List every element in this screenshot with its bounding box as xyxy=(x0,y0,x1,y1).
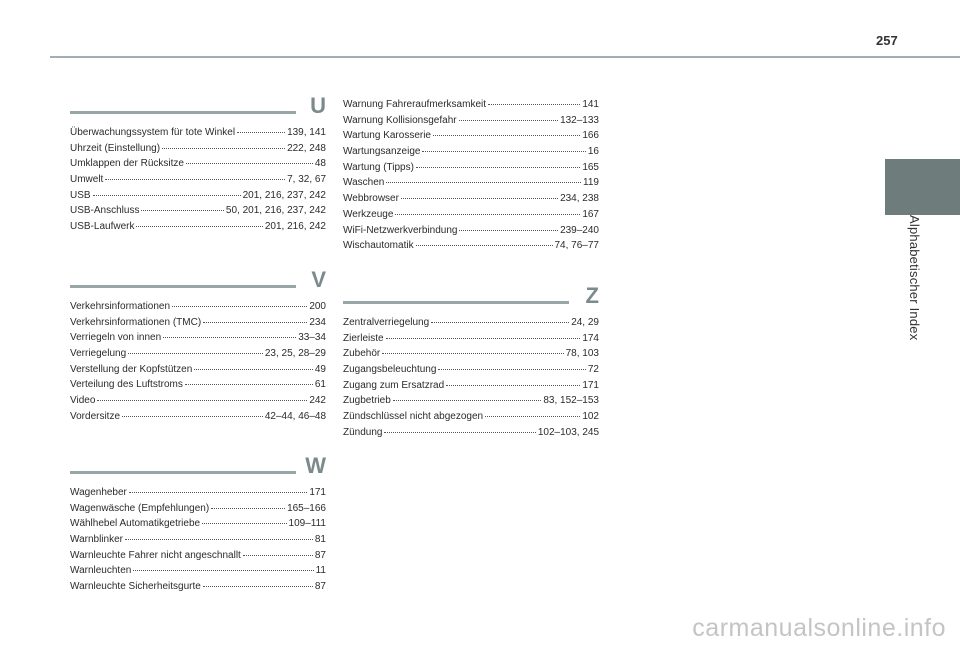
dot-leader xyxy=(384,432,535,433)
entry-term: Wählhebel Automatikgetriebe xyxy=(70,518,201,530)
dot-leader xyxy=(129,492,307,493)
entry-pages: 24, 29 xyxy=(571,317,599,328)
entry-term: Zündung xyxy=(343,426,383,438)
side-tab xyxy=(885,159,960,215)
entry-pages: 109–111 xyxy=(288,518,326,530)
entry-pages: 171 xyxy=(582,379,599,391)
entry-pages: 242 xyxy=(309,395,326,407)
entry-term: Wartungsanzeige xyxy=(343,146,421,158)
entry-term: Uhrzeit (Einstellung) xyxy=(70,142,161,154)
index-entry xyxy=(343,393,599,409)
entry-pages: 102 xyxy=(582,411,599,423)
section-rule xyxy=(70,285,296,288)
index-entry xyxy=(70,362,326,378)
dot-leader xyxy=(97,400,307,401)
index-entry xyxy=(70,501,326,517)
entry-pages: 201, 216, 237, 242 xyxy=(242,189,326,201)
dot-leader xyxy=(386,182,581,183)
entry-term: Verkehrsinformationen xyxy=(70,301,171,312)
entry-pages: 139, 141 xyxy=(287,127,326,138)
index-entry xyxy=(343,362,599,378)
section-u xyxy=(70,93,326,235)
entry-term: WiFi-Netzwerkverbindung xyxy=(343,224,458,236)
dot-leader xyxy=(128,353,263,354)
index-entry xyxy=(70,548,326,564)
index-entry xyxy=(343,315,599,331)
entry-pages: 165 xyxy=(582,161,599,173)
index-entry xyxy=(70,409,326,425)
index-entries xyxy=(70,125,326,235)
header-rule xyxy=(50,56,960,58)
section-header xyxy=(343,283,599,315)
entry-pages: 222, 248 xyxy=(287,142,326,154)
section-header xyxy=(70,453,326,485)
entry-pages: 72 xyxy=(587,364,599,376)
entry-term: Wartung (Tipps) xyxy=(343,161,414,173)
entry-term: USB xyxy=(70,189,91,201)
entry-pages: 132–133 xyxy=(560,114,599,126)
entry-term: Webbrowser xyxy=(343,193,399,205)
dot-leader xyxy=(446,385,580,386)
dot-leader xyxy=(203,322,307,323)
entry-pages: 61 xyxy=(314,379,326,391)
dot-leader xyxy=(105,179,285,180)
entry-term: USB-Laufwerk xyxy=(70,221,135,233)
dot-leader xyxy=(431,322,569,323)
entry-pages: 16 xyxy=(587,146,599,158)
section-z xyxy=(343,283,599,441)
dot-leader xyxy=(433,135,580,136)
index-entry xyxy=(70,330,326,346)
index-entry xyxy=(70,346,326,362)
index-entry xyxy=(70,125,326,141)
entry-term: Umklappen der Rücksitze xyxy=(70,158,184,170)
dot-leader xyxy=(386,338,581,339)
entry-term: Verriegeln von innen xyxy=(70,332,162,344)
index-entries xyxy=(70,299,326,425)
section-rule xyxy=(70,111,296,114)
dot-leader xyxy=(422,151,585,152)
index-entry xyxy=(343,113,599,129)
page-number: 257 xyxy=(876,33,898,48)
entry-term: USB-Anschluss xyxy=(70,205,140,217)
index-entry xyxy=(70,299,326,315)
index-entry xyxy=(343,409,599,425)
entry-pages: 141 xyxy=(582,99,599,110)
index-entry xyxy=(343,191,599,207)
entry-term: Verstellung der Kopfstützen xyxy=(70,363,193,375)
index-entry xyxy=(343,346,599,362)
section-w xyxy=(70,453,326,595)
entry-pages: 201, 216, 242 xyxy=(264,221,326,233)
entry-pages: 50, 201, 216, 237, 242 xyxy=(225,205,326,217)
entry-pages: 234 xyxy=(309,316,326,328)
watermark: carmanualsonline.info xyxy=(692,614,946,642)
section-header xyxy=(70,267,326,299)
entry-term: Zündschlüssel nicht abgezogen xyxy=(343,411,484,423)
index-entry xyxy=(70,377,326,393)
section-letter: U xyxy=(310,93,326,118)
dot-leader xyxy=(459,120,558,121)
dot-leader xyxy=(202,523,286,524)
entry-pages: 11 xyxy=(315,565,326,577)
section-v xyxy=(70,267,326,425)
entry-term: Wagenheber xyxy=(70,487,127,498)
dot-leader xyxy=(203,586,313,587)
index-entries xyxy=(343,97,599,254)
entry-pages: 42–44, 46–48 xyxy=(264,410,326,422)
dot-leader xyxy=(237,132,285,133)
entry-term: Warnleuchte Sicherheitsgurte xyxy=(70,581,201,593)
entry-pages: 102–103, 245 xyxy=(537,426,599,438)
entry-term: Zugbetrieb xyxy=(343,395,391,407)
entry-term: Überwachungssystem für tote Winkel xyxy=(70,127,236,138)
section-rule xyxy=(343,301,569,304)
section-letter: W xyxy=(305,453,326,478)
entry-term: Warnung Fahreraufmerksamkeit xyxy=(343,99,487,110)
entry-pages: 74, 76–77 xyxy=(554,240,599,252)
section-letter: V xyxy=(311,267,326,292)
dot-leader xyxy=(93,195,241,196)
dot-leader xyxy=(395,214,580,215)
entry-pages: 87 xyxy=(314,581,326,593)
index-entry xyxy=(343,97,599,113)
entry-pages: 239–240 xyxy=(560,224,599,236)
entry-term: Zugang zum Ersatzrad xyxy=(343,379,445,391)
entry-term: Werkzeuge xyxy=(343,208,394,220)
entry-term: Vordersitze xyxy=(70,410,121,422)
entry-term: Zubehör xyxy=(343,348,381,360)
entry-pages: 200 xyxy=(309,301,326,312)
entry-pages: 49 xyxy=(314,363,326,375)
dot-leader xyxy=(401,198,558,199)
index-entry xyxy=(70,219,326,235)
dot-leader xyxy=(185,384,313,385)
index-entry xyxy=(343,160,599,176)
index-entry xyxy=(70,156,326,172)
index-entry xyxy=(70,563,326,579)
entry-pages: 166 xyxy=(582,130,599,142)
entry-term: Warnleuchte Fahrer nicht angeschnallt xyxy=(70,549,241,561)
dot-leader xyxy=(133,570,313,571)
entry-pages: 23, 25, 28–29 xyxy=(264,348,326,360)
section-rule xyxy=(70,471,296,474)
index-entry xyxy=(70,315,326,331)
index-entries xyxy=(343,315,599,441)
index-entry xyxy=(343,223,599,239)
entry-term: Zierleiste xyxy=(343,332,384,344)
section-header xyxy=(70,93,326,125)
dot-leader xyxy=(211,508,285,509)
entry-pages: 87 xyxy=(314,549,326,561)
index-entry xyxy=(70,141,326,157)
index-entry xyxy=(70,393,326,409)
dot-leader xyxy=(186,163,313,164)
section-w-continued xyxy=(343,97,599,254)
entry-term: Waschen xyxy=(343,177,385,189)
entry-term: Wartung Karosserie xyxy=(343,130,431,142)
entry-term: Verriegelung xyxy=(70,348,127,360)
dot-leader xyxy=(194,369,313,370)
entry-term: Warnung Kollisionsgefahr xyxy=(343,114,457,126)
entry-term: Zentralverriegelung xyxy=(343,317,430,328)
entry-pages: 171 xyxy=(309,487,326,498)
index-entry xyxy=(70,203,326,219)
dot-leader xyxy=(162,148,285,149)
dot-leader xyxy=(172,306,307,307)
index-entry xyxy=(343,144,599,160)
dot-leader xyxy=(141,210,223,211)
dot-leader xyxy=(416,245,553,246)
dot-leader xyxy=(382,353,563,354)
entry-term: Zugangsbeleuchtung xyxy=(343,364,437,376)
index-entries xyxy=(70,485,326,595)
entry-pages: 165–166 xyxy=(287,502,326,514)
entry-pages: 48 xyxy=(314,158,326,170)
index-entry xyxy=(343,207,599,223)
entry-pages: 78, 103 xyxy=(565,348,599,360)
dot-leader xyxy=(488,104,580,105)
index-entry xyxy=(70,516,326,532)
entry-term: Warnleuchten xyxy=(70,565,132,577)
entry-term: Warnblinker xyxy=(70,534,123,546)
index-entry xyxy=(343,175,599,191)
dot-leader xyxy=(438,369,585,370)
dot-leader xyxy=(136,226,262,227)
entry-pages: 167 xyxy=(582,208,599,220)
dot-leader xyxy=(243,555,313,556)
entry-term: Video xyxy=(70,395,96,407)
index-entry xyxy=(343,238,599,254)
dot-leader xyxy=(416,167,580,168)
entry-pages: 234, 238 xyxy=(560,193,599,205)
index-entry xyxy=(70,579,326,595)
entry-pages: 83, 152–153 xyxy=(543,395,599,407)
index-entry xyxy=(343,378,599,394)
dot-leader xyxy=(485,416,580,417)
index-entry xyxy=(70,188,326,204)
entry-term: Wagenwäsche (Empfehlungen) xyxy=(70,502,210,514)
section-letter: Z xyxy=(585,283,599,308)
index-entry xyxy=(343,331,599,347)
index-entry xyxy=(70,172,326,188)
index-entry xyxy=(343,425,599,441)
side-tab-label: Alphabetischer Index xyxy=(907,215,922,341)
entry-term: Verteilung des Luftstroms xyxy=(70,379,183,391)
index-entry xyxy=(343,128,599,144)
dot-leader xyxy=(125,539,313,540)
entry-pages: 33–34 xyxy=(298,332,326,344)
dot-leader xyxy=(393,400,542,401)
index-entry xyxy=(70,532,326,548)
entry-pages: 81 xyxy=(314,534,326,546)
entry-pages: 174 xyxy=(582,332,599,344)
dot-leader xyxy=(163,337,296,338)
index-entry xyxy=(70,485,326,501)
entry-pages: 7, 32, 67 xyxy=(287,174,326,186)
dot-leader xyxy=(122,416,263,417)
entry-term: Wischautomatik xyxy=(343,240,414,252)
entry-term: Verkehrsinformationen (TMC) xyxy=(70,316,202,328)
entry-pages: 119 xyxy=(583,177,599,189)
entry-term: Umwelt xyxy=(70,174,104,186)
dot-leader xyxy=(459,230,558,231)
